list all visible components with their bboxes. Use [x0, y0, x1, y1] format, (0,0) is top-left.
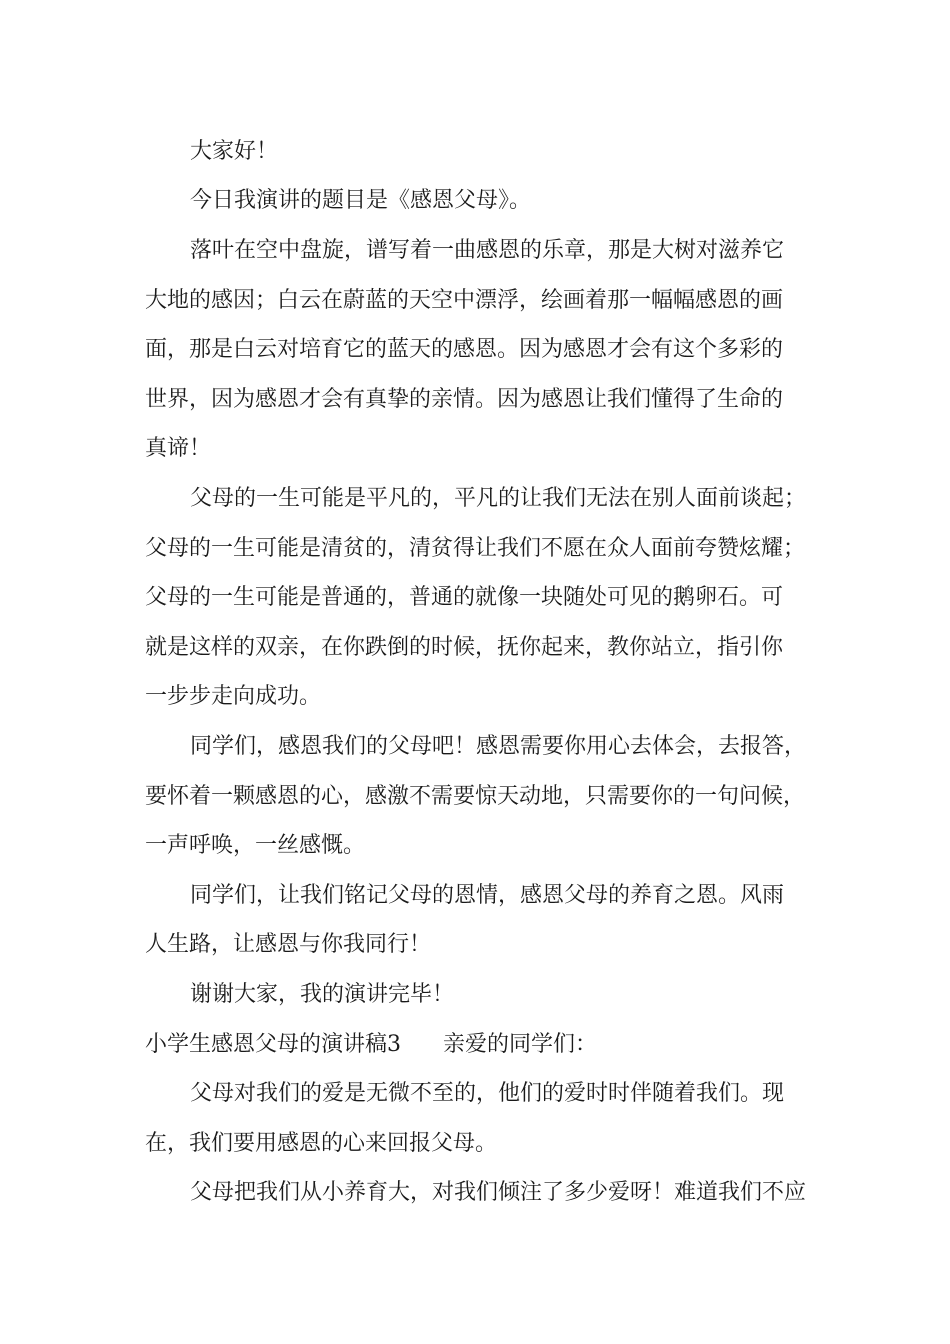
paragraph-line: 父母的一生可能是清贫的，清贫得让我们不愿在众人面前夸赞炫耀； — [145, 536, 806, 561]
paragraph-line: 一步步走向成功。 — [145, 684, 322, 709]
paragraph-line: 就是这样的双亲，在你跌倒的时候，抚你起来，教你站立，指引你 — [145, 635, 784, 660]
paragraph-line: 父母对我们的爱是无微不至的，他们的爱时时伴随着我们。现 — [190, 1081, 785, 1106]
section-greeting: 亲爱的同学们： — [443, 1032, 598, 1057]
paragraph-line: 人生路，让感恩与你我同行！ — [145, 932, 432, 957]
paragraph-line: 在，我们要用感恩的心来回报父母。 — [145, 1131, 498, 1156]
paragraph-line: 大地的感因；白云在蔚蓝的天空中漂浮，绘画着那一幅幅感恩的画 — [145, 288, 784, 313]
paragraph-line: 父母的一生可能是平凡的，平凡的让我们无法在别人面前谈起； — [190, 486, 807, 511]
speech-topic-line: 今日我演讲的题目是《感恩父母》。 — [190, 188, 532, 213]
section-title: 小学生感恩父母的演讲稿3 — [145, 1032, 401, 1057]
paragraph-line: 同学们，感恩我们的父母吧！感恩需要你用心去体会，去报答， — [190, 734, 807, 759]
greeting-line: 大家好！ — [190, 139, 279, 164]
paragraph-line: 落叶在空中盘旋，谱写着一曲感恩的乐章，那是大树对滋养它 — [190, 238, 785, 263]
paragraph-line: 同学们，让我们铭记父母的恩情，感恩父母的养育之恩。风雨 — [190, 883, 785, 908]
paragraph-line: 面，那是白云对培育它的蓝天的感恩。因为感恩才会有这个多彩的 — [145, 337, 784, 362]
paragraph-line: 一声呼唤，一丝感慨。 — [145, 833, 366, 858]
section-heading — [145, 1030, 825, 1060]
paragraph-line: 要怀着一颗感恩的心，感激不需要惊天动地，只需要你的一句问候， — [145, 784, 806, 809]
paragraph-line: 父母把我们从小养育大，对我们倾注了多少爱呀！难道我们不应 — [190, 1180, 807, 1205]
paragraph-line: 真谛！ — [145, 436, 212, 461]
closing-line: 谢谢大家，我的演讲完毕！ — [190, 982, 455, 1007]
paragraph-line: 世界，因为感恩才会有真挚的亲情。因为感恩让我们懂得了生命的 — [145, 387, 784, 412]
paragraph-line: 父母的一生可能是普通的，普通的就像一块随处可见的鹅卵石。可 — [145, 585, 784, 610]
